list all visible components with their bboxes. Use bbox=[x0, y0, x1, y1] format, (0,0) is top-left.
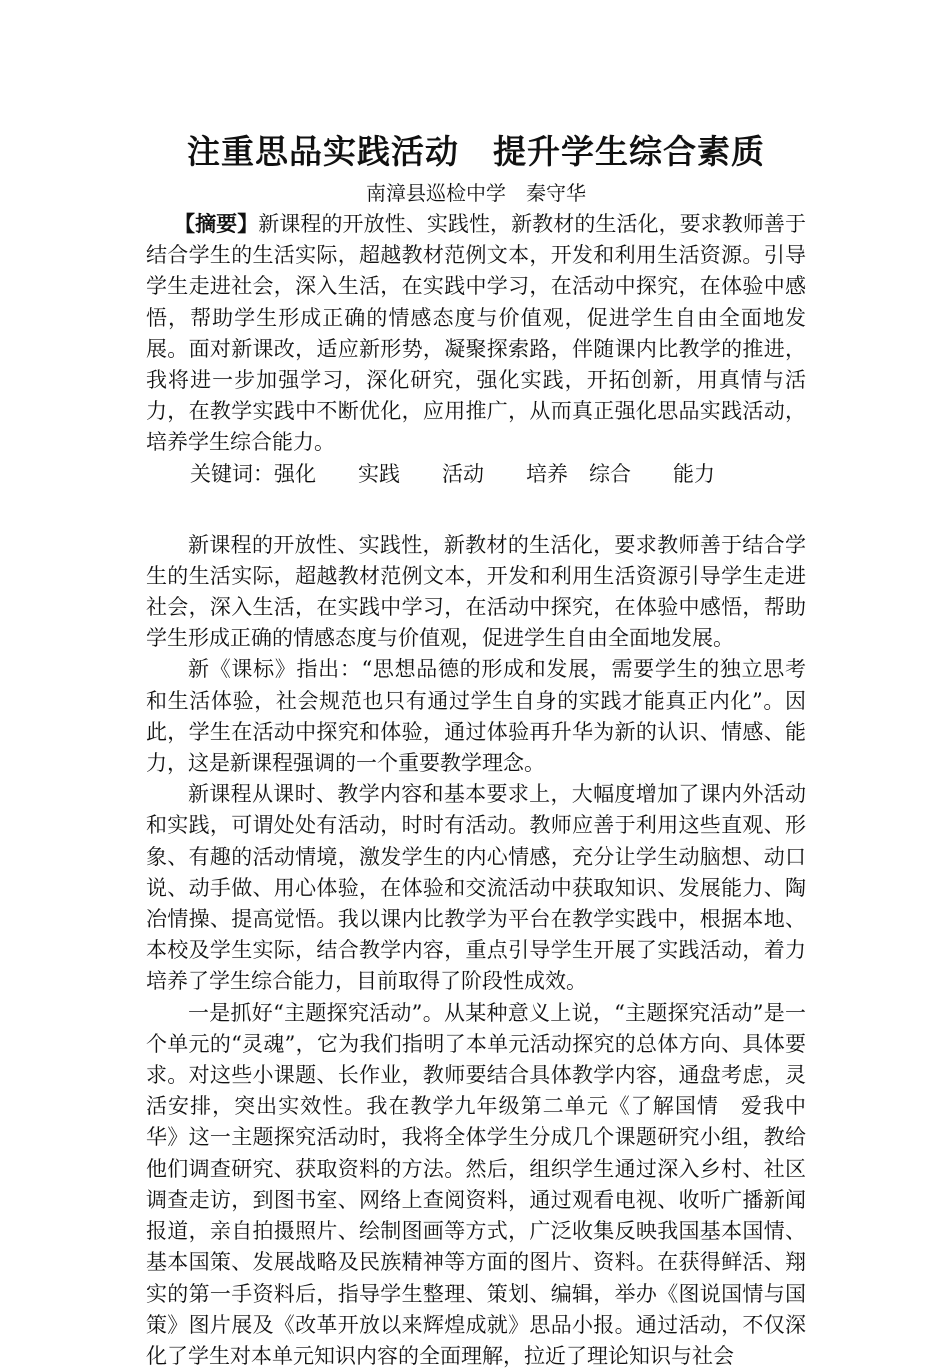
body-paragraph-2: 新《课标》指出：“思想品德的形成和发展，需要学生的独立思考和生活体验，社会规范也只有通过学生自身的实践才能真正内化”。因此，学生在活动中探究和体验，通过体验再升华为新的认识、情感、能力，这是新课程强调的一个重要教学理念。 bbox=[146, 657, 806, 776]
abstract-label: 【摘要】 bbox=[174, 211, 259, 236]
body-paragraph-1: 新课程的开放性、实践性，新教材的生活化，要求教师善于结合学生的生活实际，超越教材范例文本，开发和利用生活资源引导学生走进社会，深入生活，在实践中学习，在活动中探究，在体验中感悟，帮助学生形成正确的情感态度与价值观，促进学生自由全面地发展。 bbox=[146, 532, 806, 651]
body-paragraph-3: 新课程从课时、教学内容和基本要求上，大幅度增加了课内外活动和实践，可谓处处有活动，时时有活动。教师应善于利用这些直观、形象、有趣的活动情境，激发学生的内心情感，充分让学生动脑想、动口说、动手做、用心体验，在体验和交流活动中获取知识、发展能力、陶冶情操、提高觉悟。我以课内比教学为平台在教学实践中，根据本地、本校及学生实际，结合教学内容，重点引导学生开展了实践活动，着力培养了学生综合能力，目前取得了阶段性成效。 bbox=[146, 782, 806, 994]
body-paragraph-4: 一是抓好“主题探究活动”。从某种意义上说，“主题探究活动”是一个单元的“灵魂”，它为我们指明了本单元活动探究的总体方向、具体要求。对这些小课题、长作业，教师要结合具体教学内容，通盘考虑，灵活安排，突出实效性。我在教学九年级第二单元《了解国情 爱我中华》这一主题探究活动时，我将全体学生分成几个课题研究小组，教给他们调查研究、获取资料的方法。然后，组织学生通过深入乡村、社区调查走访，到图书室、网络上查阅资料，通过观看电视、收听广播新闻报道，亲自拍摄照片、绘制图画等方式，广泛收集反映我国基本国情、基本国策、发展战略及民族精神等方面的图片、资料。在获得鲜活、翔实的第一手资料后，指导学生整理、策划、编辑，举办《图说国情与国策》图片展及《改革开放以来辉煌成就》思品小报。通过活动，不仅深化了学生对本单元知识内容的全面理解，拉近了理论知识与社会 bbox=[146, 1000, 806, 1368]
abstract-paragraph bbox=[146, 208, 806, 459]
section-gap bbox=[146, 490, 806, 530]
author-line: 南漳县巡检中学 秦守华 bbox=[366, 181, 586, 205]
abstract-text: 新课程的开放性、实践性，新教材的生活化，要求教师善于结合学生的生活实际，超越教材范例文本，开发和利用生活资源。引导学生走进社会，深入生活，在实践中学习，在活动中探究，在体验中感悟，帮助学生形成正确的情感态度与价值观，促进学生自由全面地发展。面对新课改，适应新形势，凝聚探索路，伴随课内比教学的推进，我将进一步加强学习，深化研究，强化实践，开拓创新，用真情与活力，在教学实践中不断优化，应用推广，从而真正强化思品实践活动，培养学生综合能力。 bbox=[146, 212, 807, 455]
document-title: 注重思品实践活动 提升学生综合素质 bbox=[187, 132, 765, 171]
keywords-line: 关键词：强化 实践 活动 培养 综合 能力 bbox=[190, 461, 715, 486]
document-page bbox=[146, 126, 806, 1372]
